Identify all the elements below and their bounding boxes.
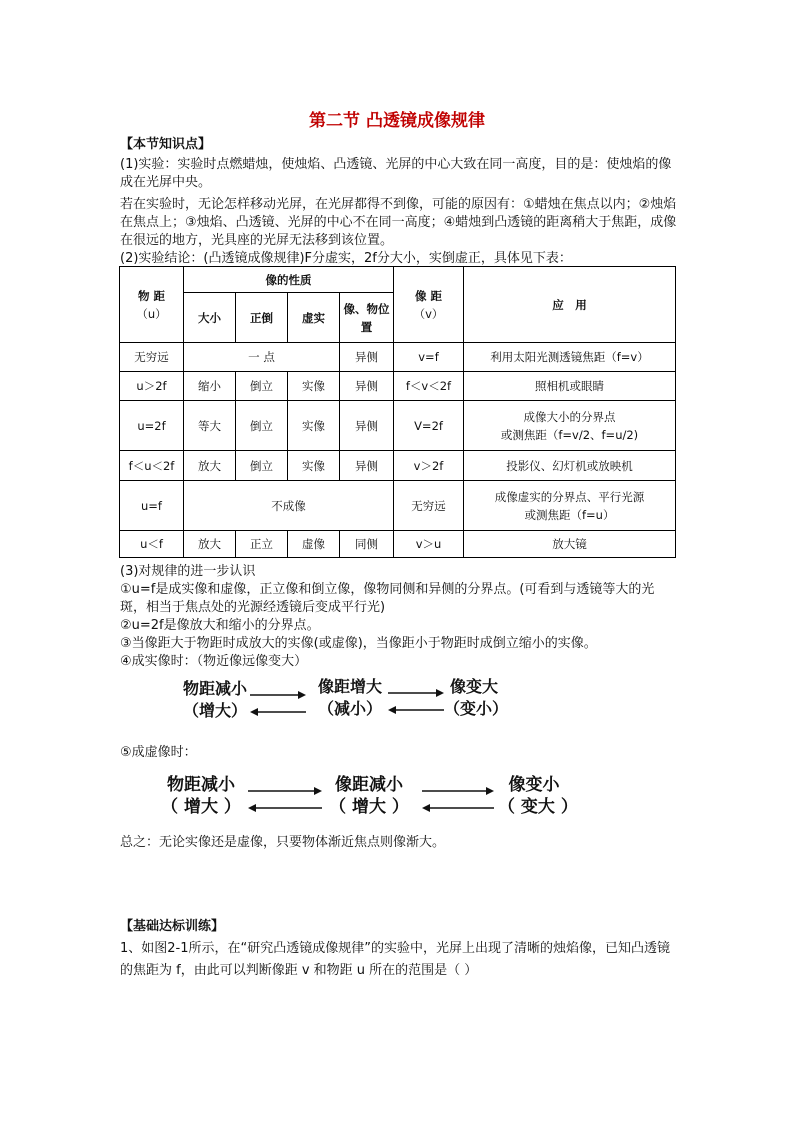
flow1-image-distance: 像距增大 （减小） [317, 677, 382, 718]
flow1-arrows-right [386, 688, 446, 718]
header-image-distance: 像 距 （v） [394, 267, 464, 343]
paragraph-point-2: ②u=2f是像放大和缩小的分界点。 [120, 618, 320, 633]
table-row: u=f 不成像 无穷远 成像虚实的分界点、平行光源 或测焦距（f=u） [120, 481, 676, 531]
page-title: 第二节 凸透镜成像规律 [309, 111, 485, 131]
paragraph-point-4: ④成实像时：（物近像远像变大） [120, 654, 308, 669]
flow1-arrows-left [248, 690, 308, 720]
section-heading-knowledge: 【本节知识点】 [120, 137, 212, 152]
header-size: 大小 [184, 293, 236, 343]
paragraph-point-3: ③当像距大于物距时成放大的实像(或虚像)，当像距小于物距时成倒立缩小的实像。 [120, 636, 597, 651]
table-row: 无穷远 一 点 异侧 v=f 利用太阳光测透镜焦距（f=v） [120, 343, 676, 372]
question-1: 1、如图2-1所示，在“研究凸透镜成像规律”的实验中，光屏上出现了清晰的烛焰像，已知凸透镜的焦距为 f，由此可以判断像距 v 和物距 u 所在的范围是（ ） [120, 941, 670, 978]
paragraph-further-understanding: (3)对规律的进一步认识 [120, 564, 256, 579]
paragraph-point-5: ⑤成虚像时： [120, 745, 197, 760]
header-position: 像、物位置 [340, 293, 394, 343]
header-image-nature: 像的性质 [184, 267, 394, 293]
section-heading-training: 【基础达标训练】 [120, 919, 225, 934]
table-row: u=2f 等大 倒立 实像 异侧 V=2f 成像大小的分界点 或测焦距（f=v/2、f=u/2) [120, 401, 676, 451]
header-application: 应 用 [464, 267, 676, 343]
header-upright: 正倒 [236, 293, 288, 343]
table-row: u＜f 放大 正立 虚像 同侧 v＞u 放大镜 [120, 531, 676, 558]
flow2-image-size: 像变小 （ 变大 ） [498, 775, 578, 817]
virtual-image-flow-diagram [158, 774, 578, 826]
paragraph-point-1: ①u=f是成实像和虚像，正立像和倒立像，像物同侧和异侧的分界点。(可看到与透镜等大的光斑，相当于焦点处的光源经透镜后变成平行光) [120, 582, 655, 615]
paragraph-conclusion: (2)实验结论：(凸透镜成像规律)F分虚实，2f分大小，实倒虚正，具体见下表： [120, 251, 572, 266]
table-row: f＜u＜2f 放大 倒立 实像 异侧 v＞2f 投影仪、幻灯机或放映机 [120, 451, 676, 481]
real-image-flow-diagram [180, 676, 520, 732]
flow1-image-size: 像变大 （变小） [444, 677, 509, 718]
header-object-distance: 物 距 （u） [120, 267, 184, 343]
flow1-object-distance: 物距减小 （增大） [182, 679, 247, 720]
paragraph-experiment: (1)实验：实验时点燃蜡烛，使烛焰、凸透镜、光屏的中心大致在同一高度，目的是：使烛焰的像成在光屏中央。 [120, 157, 672, 190]
flow2-object-distance: 物距减小 （ 增大 ） [161, 775, 241, 817]
paragraph-no-image-reasons: 若在实验时，无论怎样移动光屏，在光屏都得不到像，可能的原因有：①蜡烛在焦点以内；②烛焰在焦点上；③烛焰、凸透镜、光屏的中心不在同一高度；④蜡烛到凸透镜的距离稍大于焦距，成像在很远的地方，光具座的光屏无法移到该位置。 [120, 197, 677, 248]
flow2-image-distance: 像距减小 （ 增大 ） [329, 775, 409, 817]
header-real-virtual: 虚实 [288, 293, 340, 343]
table-row: u＞2f 缩小 倒立 实像 异侧 f＜v＜2f 照相机或眼睛 [120, 372, 676, 401]
flow2-arrows-left [246, 786, 324, 816]
imaging-rules-table [119, 266, 676, 558]
paragraph-summary: 总之：无论实像还是虚像，只要物体渐近焦点则像渐大。 [120, 835, 446, 850]
flow2-arrows-right [420, 786, 496, 816]
